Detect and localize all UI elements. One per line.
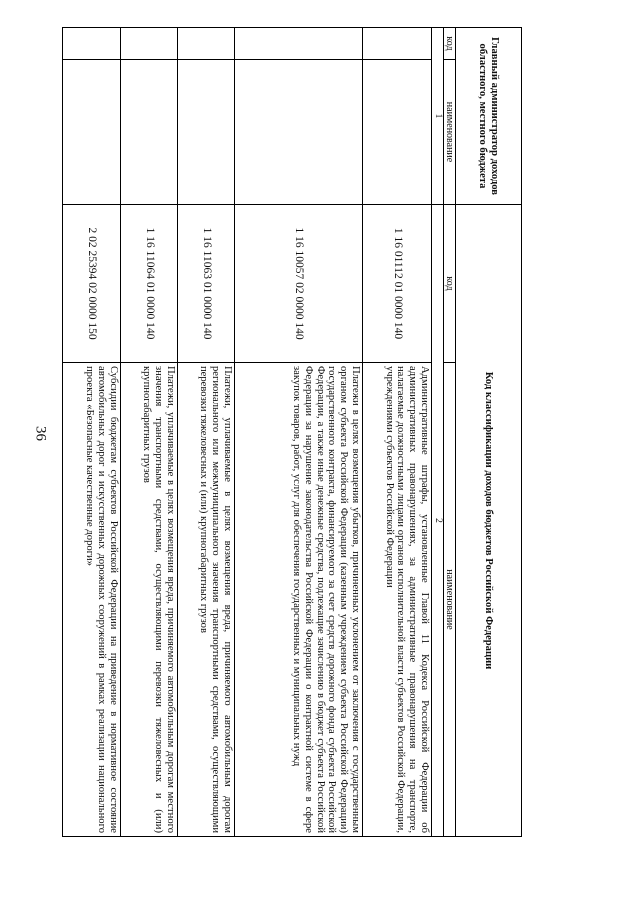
admin-name-cell bbox=[235, 60, 363, 205]
admin-code-header: код bbox=[443, 28, 455, 60]
page-number: 36 bbox=[32, 426, 49, 441]
classification-code-cell: 1 16 01112 01 0000 140 bbox=[363, 205, 432, 363]
classification-name-cell: Платежи, уплачиваемые в целях возмещения вреда, причиняемого автомобильным дорогам местного значения транспортными средствами, осуществляющими перевозки тяжеловесных и (или) крупногабаритных грузов bbox=[121, 363, 178, 837]
admin-name-cell bbox=[363, 60, 432, 205]
classification-name-header: наименование bbox=[443, 363, 455, 837]
classification-name-cell: Административные штрафы, установленные Главой 11 Кодекса Российской Федерации об административных правонарушениях, за административные правонарушения на транспорте, налагаемые должностными лицами органов исполнительной власти субъектов Российской Федерации, учреждениями субъектов Российской Федерации bbox=[363, 363, 432, 837]
classification-name-cell: Платежи, уплачиваемые в целях возмещения вреда, причиняемого автомобильным дорогам регионального или межмуниципального значения транспортными средствами, осуществляющими перевозки тяжеловесных и (или) крупногабаритных грузов bbox=[178, 363, 235, 837]
table-row bbox=[235, 28, 363, 837]
table-subheader-row bbox=[443, 28, 455, 837]
admin-group-header: Главный администратор доходов областного, местного бюджета bbox=[456, 28, 522, 205]
classification-group-header: Код классификации доходов бюджетов Российской Федерации bbox=[456, 205, 522, 837]
admin-code-cell bbox=[178, 28, 235, 60]
column-number-row bbox=[432, 28, 444, 837]
table-row bbox=[121, 28, 178, 837]
classification-name-cell: Субсидии бюджетам субъектов Российской Федерации на приведение в нормативное состояние автомобильных дорог и искусственных дорожных сооружений в рамках реализации национального проекта «Безопасные качественные дороги» bbox=[63, 363, 121, 837]
admin-code-cell bbox=[235, 28, 363, 60]
classification-code-cell: 1 16 11063 01 0000 140 bbox=[178, 205, 235, 363]
column-number-1: 1 bbox=[432, 28, 444, 205]
classification-code-cell: 1 16 10057 02 0000 140 bbox=[235, 205, 363, 363]
admin-name-header: наименование bbox=[443, 60, 455, 205]
admin-code-cell bbox=[121, 28, 178, 60]
column-number-2: 2 bbox=[432, 205, 444, 837]
table-row bbox=[63, 28, 121, 837]
table-row bbox=[363, 28, 432, 837]
classification-code-cell: 2 02 25394 02 0000 150 bbox=[63, 205, 121, 363]
classification-name-cell: Платежи в целях возмещения убытков, причиненных уклонением от заключения с государственным органом субъекта Российской Федерации (казенным учреждением субъекта Российской Федерации) государственного контракта, финансируемого за счет средств дорожного фонда субъекта Российской Федерации, а также иные денежные средства, подлежащие зачислению в бюджет субъекта Российской Федерации за нарушение законодательства Российской Федерации о контрактной системе в сфере закупок товаров, работ, услуг для обеспечения государственных и муниципальных нужд bbox=[235, 363, 363, 837]
admin-name-cell bbox=[178, 60, 235, 205]
classification-code-cell: 1 16 11064 01 0000 140 bbox=[121, 205, 178, 363]
admin-name-cell bbox=[121, 60, 178, 205]
document-frame bbox=[82, 27, 522, 837]
classification-code-header: код bbox=[443, 205, 455, 363]
admin-code-cell bbox=[63, 28, 121, 60]
admin-code-cell bbox=[363, 28, 432, 60]
table-row bbox=[178, 28, 235, 837]
rotated-table-wrapper bbox=[82, 27, 522, 837]
admin-name-cell bbox=[63, 60, 121, 205]
revenue-classification-table bbox=[62, 27, 522, 837]
table-header-row bbox=[456, 28, 522, 837]
